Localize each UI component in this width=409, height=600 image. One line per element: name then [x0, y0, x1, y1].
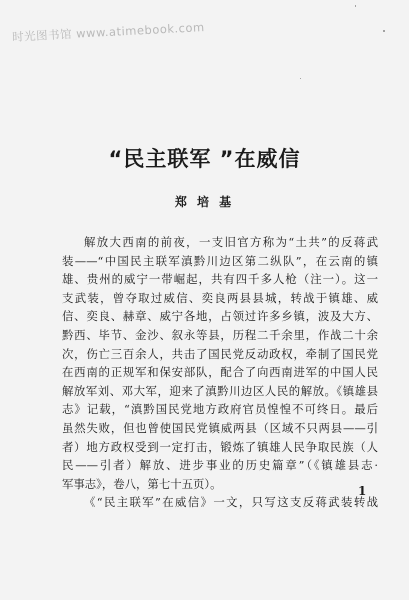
- body-line: 者）地方政权受到一定打击，锻炼了镇雄人民争取民族（人: [62, 439, 378, 454]
- scan-speck: [383, 30, 385, 32]
- body-line: 军事志》，卷八，第七十五页）。: [62, 476, 222, 491]
- body-line: 解放军刘、邓大军，迎来了滇黔川边区人民的解放。《镇雄县: [62, 383, 378, 398]
- site-watermark: 时光图书馆 www.atimebook.com: [11, 19, 205, 45]
- body-line: 《“民主联军”在威信》一文，只写这支反蒋武装转战: [84, 495, 378, 510]
- body-line: 志》记载，“滇黔国民党地方政府官员惶惶不可终日。最后: [62, 402, 378, 417]
- body-line: 支武装，曾夺取过威信、奕良两县县城，转战于镇雄、威: [62, 290, 378, 305]
- body-line: 雄、贵州的威宁一带崛起，共有四千多人枪（注一）。这一: [62, 272, 378, 287]
- page-number: 1: [358, 484, 367, 498]
- body-line: 解放大西南的前夜，一支旧官方称为“土共”的反蒋武: [84, 235, 378, 249]
- body-line: 在西南的正规军和保安部队，配合了向西南进军的中国人民: [62, 365, 378, 380]
- article-title: “民主联军 ”在威信: [108, 147, 301, 171]
- body-line: 装——“中国民主联军滇黔川边区第二纵队”，在云南的镇: [62, 253, 378, 268]
- scan-speck: [355, 5, 356, 7]
- body-line: 民——引者）解放、进步事业的历史篇章”（《镇雄县志·: [62, 458, 378, 473]
- article-body: [62, 233, 378, 512]
- body-line: 信、奕良、赫章、威宁各地，占领过许多乡镇，波及大方、: [62, 309, 378, 324]
- body-line: 虽然失败，但也曾使国民党镇威两县（区域不只两县——引: [62, 420, 378, 435]
- body-line: 黔西、毕节、金沙、叙永等县，历程二千余里，作战二十余: [62, 327, 378, 342]
- scan-speck: [300, 78, 301, 79]
- body-line: 次，伤亡三百余人，共击了国民党反动政权，牵制了国民党: [62, 346, 378, 361]
- article-author: 郑 培 基: [174, 195, 235, 209]
